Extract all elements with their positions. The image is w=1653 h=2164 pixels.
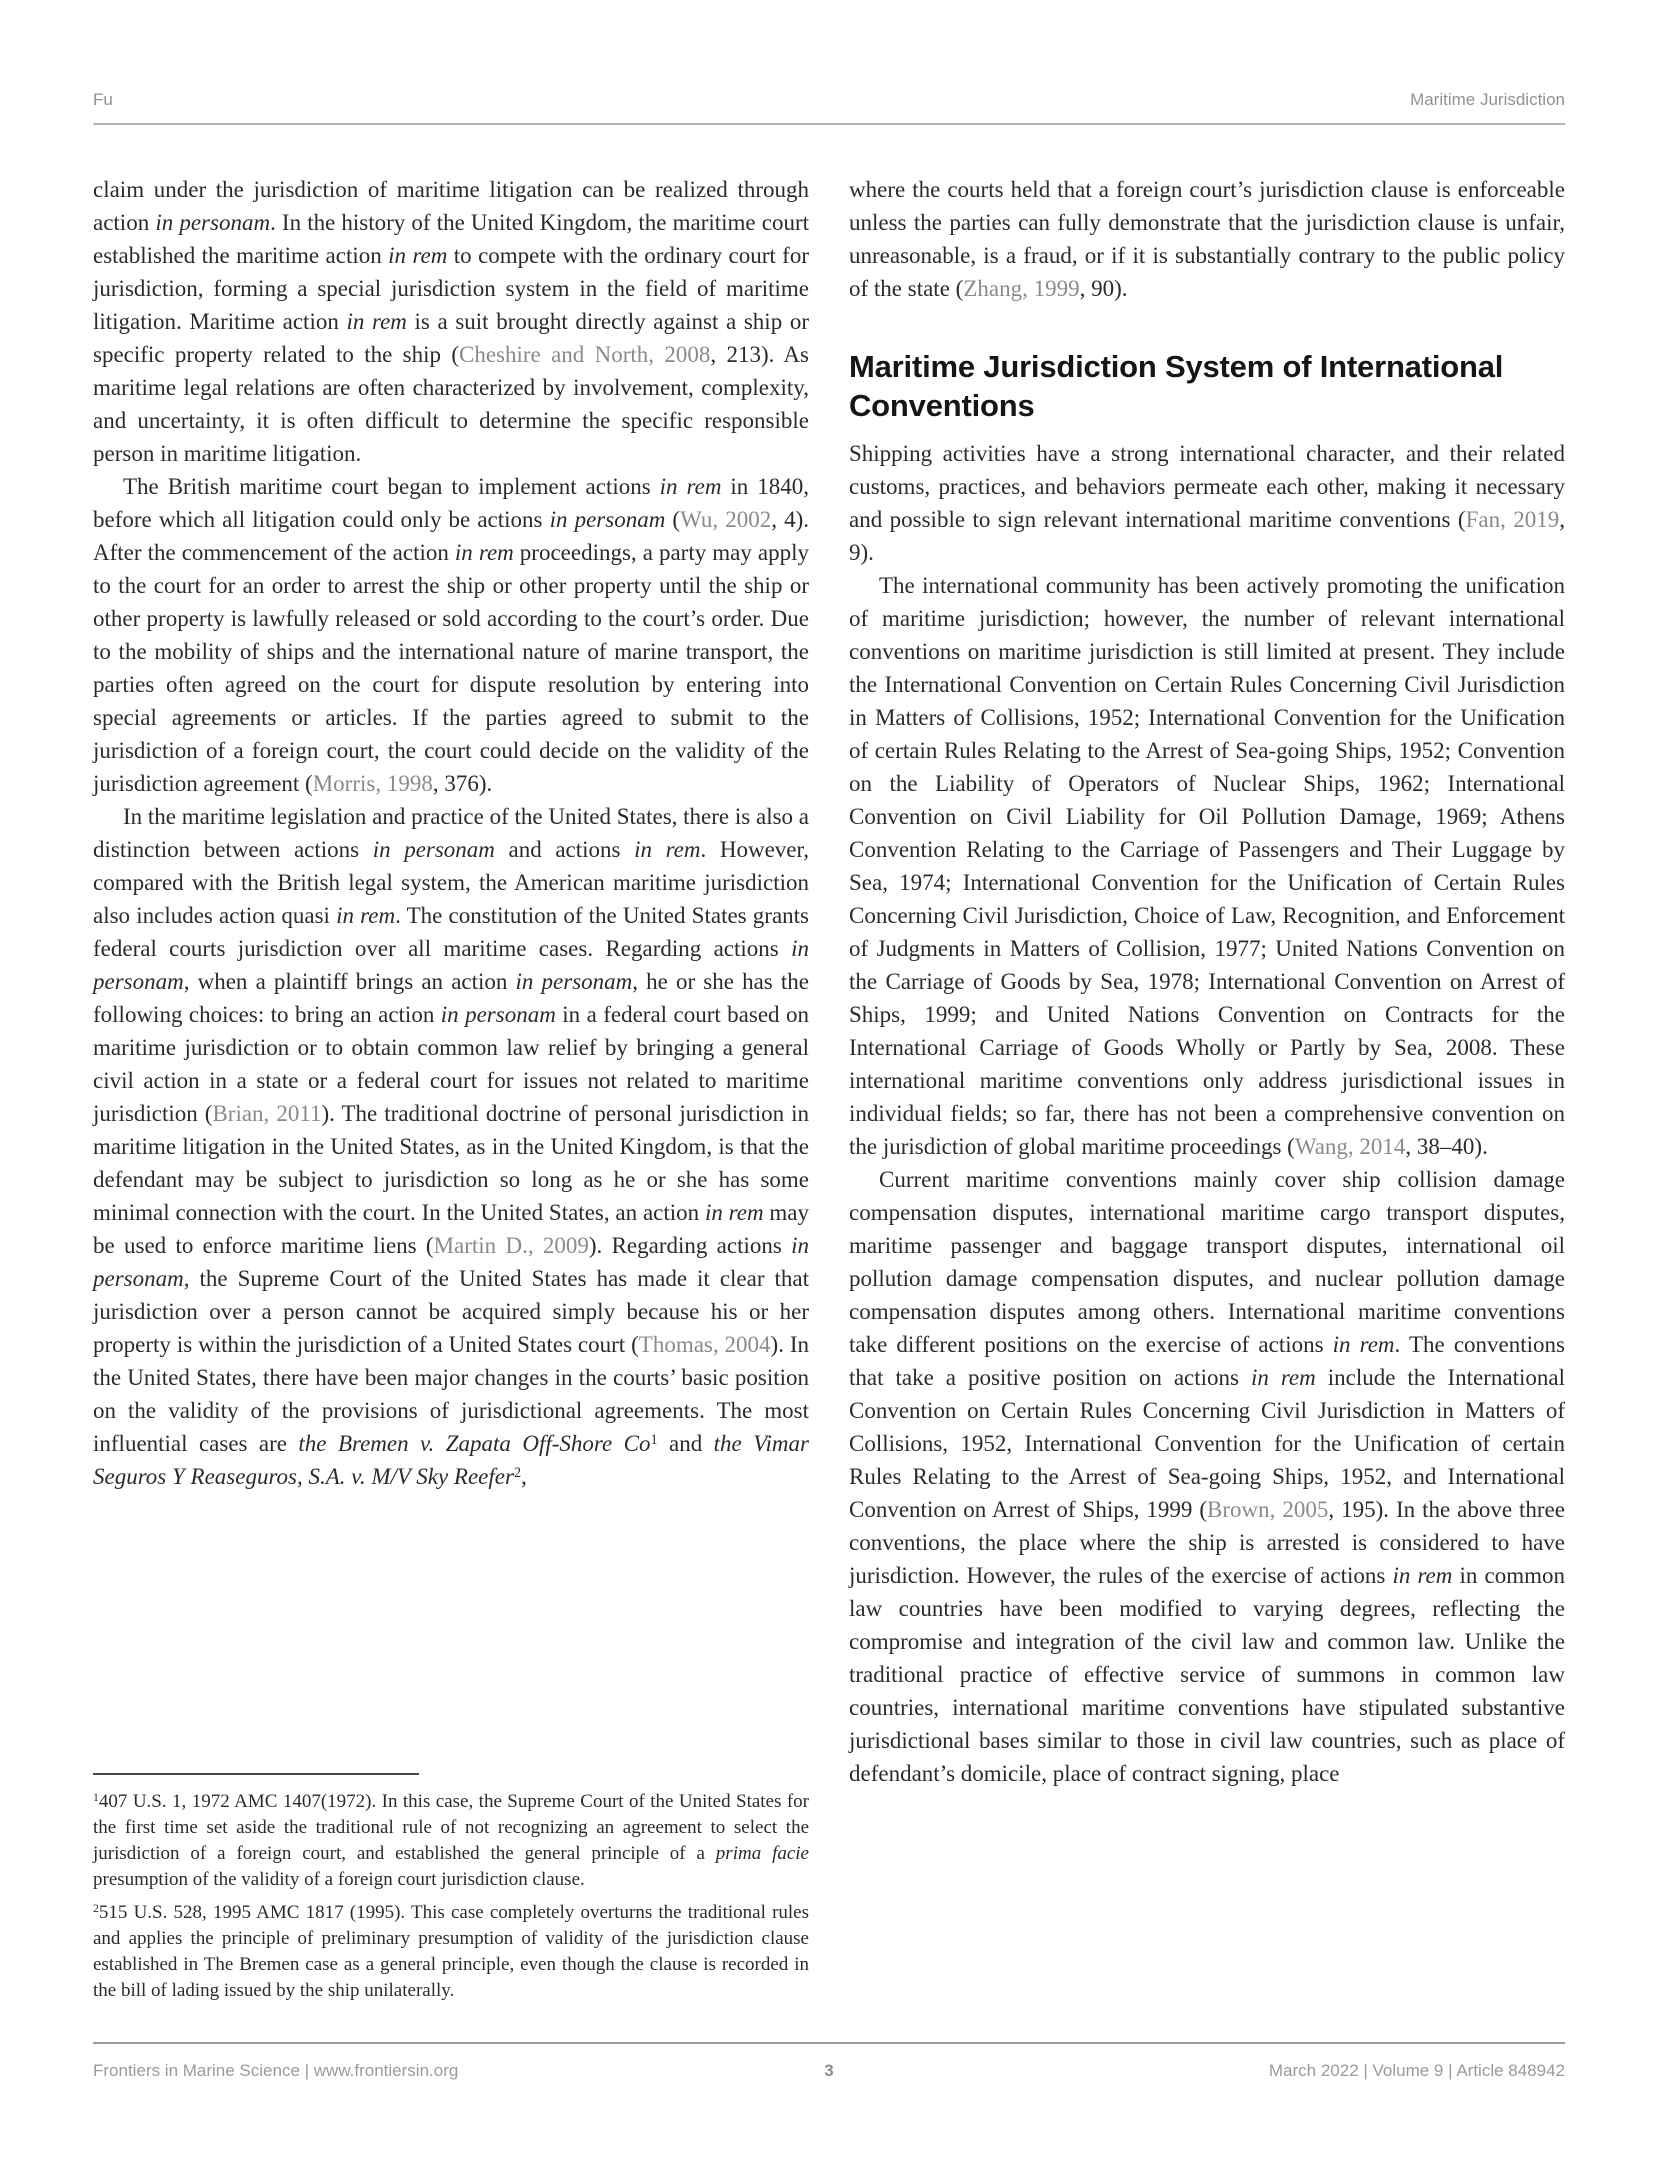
text-run: The international community has been actively promoting the unification of maritime jurisdiction; however, the number of relevant international conventions on maritime jurisdiction is still limited at present. They include the International Convention on Certain Rules Concerning Civil Jurisdiction in Matters of Collisions, 1952; International Convention for the Unification of certain Rules Relating to the Arrest of Sea-going Ships, 1952; Convention on the Liability of Operators of Nuclear Ships, 1962; International Convention on Civil Liability for Oil Pollution Damage, 1969; Athens Convention Relating to the Carriage of Passengers and Their Luggage by Sea, 1974; International Convention for the Unification of Certain Rules Concerning Civil Jurisdiction, Choice of Law, Recognition, and Enforcement of Judgments in Matters of Collision, 1977; United Nations Convention on the Carriage of Goods by Sea, 1978; International Convention on Arrest of Ships, 1999; and United Nations Convention on Contracts for the International Carriage of Goods Wholly or Partly by Sea, 2008. These international maritime conventions only address jurisdictional issues in individual fields; so far, there has not been a comprehensive convention on the jurisdiction of global maritime proceedings ( bbox=[849, 573, 1565, 1159]
text-run: in personam bbox=[549, 507, 666, 532]
text-run: 407 U.S. 1, 1972 AMC 1407(1972). In this case, the Supreme Court of the United States for the first time set aside the traditional rule of not recognizing an agreement to select the jurisdiction of a foreign court, and established the general principle of a bbox=[93, 1791, 809, 1864]
text-run: may be used to enforce maritime liens ( bbox=[93, 1200, 809, 1258]
running-head-title: Maritime Jurisdiction bbox=[1410, 90, 1565, 109]
footnotes-block bbox=[93, 1773, 809, 2013]
issue-info: March 2022 | Volume 9 | Article 848942 bbox=[1268, 2061, 1565, 2080]
text-run: and actions bbox=[494, 837, 635, 862]
text-run: in rem bbox=[659, 474, 722, 499]
text-run: in personam bbox=[93, 936, 809, 994]
text-run: in rem bbox=[1332, 1332, 1395, 1357]
text-run: in rem bbox=[704, 1200, 764, 1225]
text-run: . In the history of the United Kingdom, the maritime court established the maritime action bbox=[93, 210, 809, 268]
body-paragraph bbox=[93, 173, 809, 470]
text-run: in rem bbox=[336, 903, 396, 928]
page-number: 3 bbox=[824, 2061, 834, 2080]
citation-link[interactable]: Brown, 2005 bbox=[1207, 1497, 1329, 1522]
text-run: , he or she has the following choices: to bring an action bbox=[93, 969, 809, 1027]
text-run: in rem bbox=[1250, 1365, 1316, 1390]
citation-link[interactable]: Brian, 2011 bbox=[212, 1101, 322, 1126]
text-run: proceedings, a party may apply to the court for an order to arrest the ship or other property until the ship or other property is lawfully released or sold according to the court’s order. Due to the mobility of ships and the international nature of marine transport, the parties often agreed on the court for dispute resolution by entering into special agreements or articles. If the parties agreed to submit to the jurisdiction of a foreign court, the court could decide on the validity of the jurisdiction agreement ( bbox=[93, 540, 809, 796]
footnote-separator bbox=[93, 1773, 419, 1775]
text-run: in personam bbox=[93, 1233, 809, 1291]
footnote-marker: 2 bbox=[93, 1902, 99, 1916]
text-run: include the International Convention on Certain Rules Concerning Civil Jurisdiction in Matters of Collisions, 1952, International Convention for the Unification of certain Rules Relating to the Arrest of Sea-going Ships, 1952, and International Convention on Arrest of Ships, 1999 ( bbox=[849, 1365, 1566, 1522]
journal-name-link[interactable]: Frontiers in Marine Science | www.frontiersin.org bbox=[93, 2061, 459, 2080]
citation-link[interactable]: Fan, 2019 bbox=[1465, 507, 1560, 532]
text-run: , 90). bbox=[1079, 276, 1128, 301]
text-run: , bbox=[521, 1464, 527, 1489]
text-run: , 213). As maritime legal relations are often characterized by involvement, complexity, and uncertainty, it is often difficult to determine the specific responsible person in maritime litigation. bbox=[93, 342, 809, 466]
text-run: , 195). In the above three conventions, the place where the ship is arrested is considered to have jurisdiction. However, the rules of the exercise of actions bbox=[849, 1497, 1565, 1588]
text-run: the Bremen v. Zapata Off-Shore Co bbox=[298, 1431, 651, 1456]
text-run: , the Supreme Court of the United States has made it clear that jurisdiction over a person cannot be acquired simply because his or her property is within the jurisdiction of a United States court ( bbox=[93, 1266, 809, 1357]
footer-rule bbox=[93, 2042, 1565, 2044]
citation-link[interactable]: Wang, 2014 bbox=[1294, 1134, 1406, 1159]
text-run: ). Regarding actions bbox=[588, 1233, 792, 1258]
citation-link[interactable]: Cheshire and North, 2008 bbox=[458, 342, 711, 367]
body-paragraph bbox=[93, 470, 809, 800]
text-run: , when a plaintiff brings an action bbox=[183, 969, 516, 994]
footnote-marker: 1 bbox=[93, 1791, 99, 1805]
running-header bbox=[93, 0, 1565, 110]
body-paragraph bbox=[849, 1163, 1565, 1790]
footnote-marker: 1 bbox=[650, 1431, 658, 1448]
text-run: presumption of the validity of a foreign court jurisdiction clause. bbox=[93, 1869, 585, 1890]
footnote-1 bbox=[93, 1789, 809, 1893]
text-run: in rem bbox=[454, 540, 514, 565]
text-run: in personam bbox=[155, 210, 271, 235]
body-paragraph bbox=[849, 437, 1565, 569]
section-heading: Maritime Jurisdiction System of International Conventions bbox=[849, 349, 1504, 423]
text-run: to compete with the ordinary court for jurisdiction, forming a special jurisdiction system in the field of maritime litigation. Maritime action bbox=[93, 243, 809, 334]
text-run: . The conventions that take a positive position on actions bbox=[849, 1332, 1565, 1390]
two-column-body bbox=[93, 173, 1565, 2013]
citation-link[interactable]: Morris, 1998 bbox=[312, 771, 433, 796]
right-column bbox=[849, 173, 1565, 2013]
text-run: is a suit brought directly against a ship or specific property related to the ship ( bbox=[93, 309, 809, 367]
citation-link[interactable]: Wu, 2002 bbox=[680, 507, 772, 532]
citation-link[interactable]: Zhang, 1999 bbox=[963, 276, 1080, 301]
text-run: prima facie bbox=[715, 1843, 809, 1864]
footnote-2 bbox=[93, 1900, 809, 2004]
citation-link[interactable]: Martin D., 2009 bbox=[433, 1233, 589, 1258]
text-run: . However, compared with the British legal system, the American maritime jurisdiction also includes action quasi bbox=[93, 837, 809, 928]
text-run: in rem bbox=[388, 243, 448, 268]
text-run: , 376). bbox=[432, 771, 493, 796]
text-run: 515 U.S. 528, 1995 AMC 1817 (1995). This case completely overturns the traditional rules and applies the principle of preliminary presumption of validity of the jurisdiction clause established in The Bremen case as a general principle, even though the clause is recorded in the bill of lading issued by the ship unilaterally. bbox=[93, 1902, 809, 2001]
text-run: ). The traditional doctrine of personal jurisdiction in maritime litigation in the United States, as in the United Kingdom, is that the defendant may be subject to jurisdiction so long as he or she has some minimal connection with the court. In the United States, an action bbox=[93, 1101, 810, 1225]
text-run: where the courts held that a foreign court’s jurisdiction clause is enforceable unless the parties can fully demonstrate that the jurisdiction clause is unfair, unreasonable, is a fraud, or if it is substantially contrary to the public policy of the state ( bbox=[849, 177, 1565, 301]
text-run: in rem bbox=[634, 837, 701, 862]
citation-link[interactable]: Thomas, 2004 bbox=[638, 1332, 771, 1357]
text-run: ( bbox=[665, 507, 681, 532]
text-run: in common law countries have been modified to varying degrees, reflecting the compromise and integration of the civil law and common law. Unlike the traditional practice of effective service of summons in common law countries, international maritime conventions have stipulated substantive jurisdictional bases similar to those in civil law countries, such as place of defendant’s domicile, place of contract signing, place bbox=[849, 1563, 1565, 1786]
left-column bbox=[93, 173, 809, 2013]
text-run: ). In the United States, there have been major changes in the courts’ basic position on the validity of the provisions of jurisdictional agreements. The most influential cases are bbox=[93, 1332, 810, 1456]
text-run: . The constitution of the United States grants federal courts jurisdiction over all maritime cases. Regarding actions bbox=[93, 903, 809, 961]
text-run: In the maritime legislation and practice of the United States, there is also a distinction between actions bbox=[93, 804, 809, 862]
text-run: claim under the jurisdiction of maritime litigation can be realized through action bbox=[93, 177, 809, 235]
text-run: the Vimar Seguros Y Reaseguros, S.A. v. M/V Sky Reefer bbox=[93, 1431, 809, 1489]
text-run: in personam bbox=[372, 837, 495, 862]
page-footer bbox=[93, 2042, 1565, 2081]
text-run: The British maritime court began to implement actions bbox=[123, 474, 660, 499]
text-run: in personam bbox=[440, 1002, 556, 1027]
body-paragraph bbox=[849, 173, 1565, 305]
text-run: in personam bbox=[515, 969, 633, 994]
running-head-author: Fu bbox=[93, 90, 113, 109]
text-run: , 38–40). bbox=[1405, 1134, 1488, 1159]
text-run: and bbox=[657, 1431, 714, 1456]
footnote-marker: 2 bbox=[513, 1464, 522, 1481]
body-paragraph bbox=[93, 800, 809, 1493]
text-run: , 9). bbox=[849, 507, 1566, 565]
text-run: in 1840, before which all litigation could only be actions bbox=[93, 474, 809, 532]
text-run: Shipping activities have a strong international character, and their related customs, practices, and behaviors permeate each other, making it necessary and possible to sign relevant international maritime conventions ( bbox=[849, 441, 1565, 532]
text-run: Current maritime conventions mainly cover ship collision damage compensation disputes, international maritime cargo transport disputes, maritime passenger and baggage transport disputes, international oil pollution damage compensation disputes, and nuclear pollution damage compensation disputes among others. International maritime conventions take different positions on the exercise of actions bbox=[849, 1167, 1565, 1357]
text-run: in rem bbox=[1392, 1563, 1453, 1588]
header-rule bbox=[93, 123, 1565, 125]
text-run: in a federal court based on maritime jurisdiction or to obtain common law relief by bringing a general civil action in a state or a federal court for issues not related to maritime jurisdiction ( bbox=[93, 1002, 809, 1126]
body-paragraph bbox=[849, 569, 1565, 1163]
text-run: in rem bbox=[346, 309, 407, 334]
text-run: , 4). After the commencement of the action bbox=[93, 507, 809, 565]
